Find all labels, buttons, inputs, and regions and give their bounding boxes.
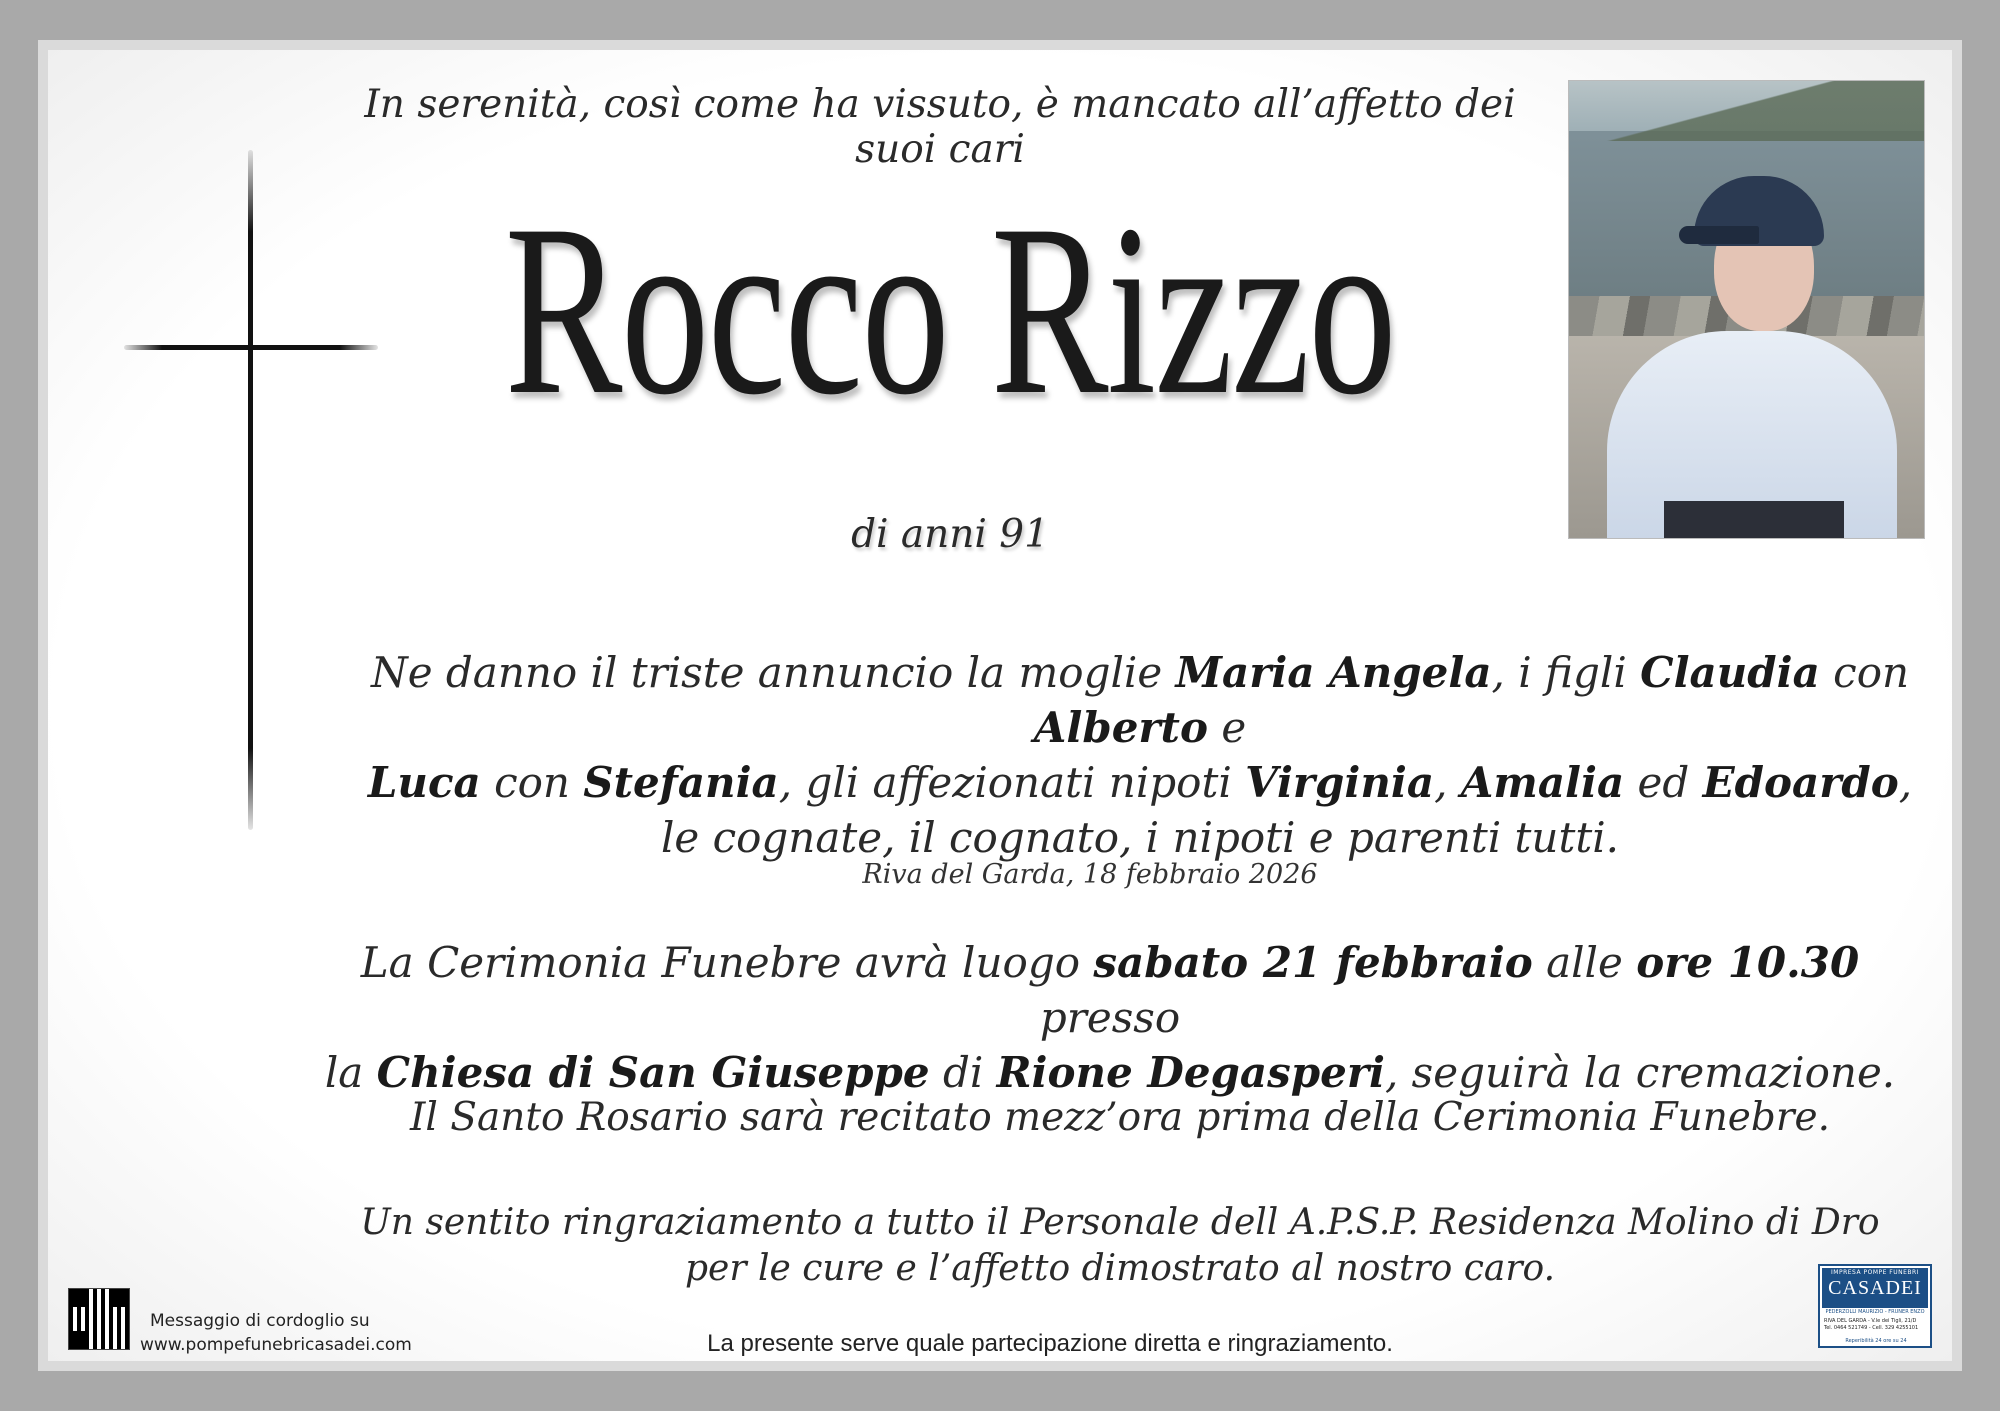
name-highlight: Luca (367, 758, 481, 807)
logo-availability: Reperibilità 24 ore su 24 (1845, 1338, 1907, 1344)
text-run: con (480, 758, 584, 807)
name-highlight: Chiesa di San Giuseppe (376, 1048, 930, 1097)
announcement (320, 645, 1960, 865)
logo-brand: CASADEI (1828, 1277, 1922, 1299)
name-highlight: Edoardo (1702, 758, 1899, 807)
name-highlight: Alberto (1033, 703, 1208, 752)
text-run: La Cerimonia Funebre avrà luogo (360, 938, 1094, 987)
text-run: ed (1624, 758, 1703, 807)
logo-address (1824, 1318, 1928, 1332)
deceased-photo (1568, 80, 1925, 539)
age-text: di anni 91 (851, 512, 1049, 557)
text-run: , (1898, 758, 1913, 807)
qr-code-icon[interactable] (68, 1288, 130, 1350)
text-run: , i figli (1491, 648, 1641, 697)
logo-owners: PEDERZOLLI MAURIZIO - FRUNER ENZO (1825, 1309, 1925, 1315)
intro-text: In serenità, così come ha vissuto, è mancato all’affetto dei suoi cari (364, 82, 1516, 172)
text-run: e (1207, 703, 1247, 752)
ceremony-line-2 (290, 1045, 1930, 1100)
text-run: , gli affezionati nipoti (778, 758, 1246, 807)
text-run: con (1819, 648, 1910, 697)
condolence-link-label: Messaggio di cordoglio su (150, 1311, 370, 1331)
thanks-line-2: per le cure e l’affetto dimostrato al nostro caro. (684, 1248, 1556, 1289)
logo-address-line-2: Tel. 0464 521749 - Cell. 329 4255101 (1824, 1325, 1919, 1331)
text-run: Ne danno il triste annuncio la moglie (370, 648, 1176, 697)
condolence-link-url[interactable]: www.pompefunebricasadei.com (140, 1335, 412, 1355)
logo-tagline: IMPRESA POMPE FUNEBRI (1831, 1269, 1919, 1276)
rosary-note: Il Santo Rosario sarà recitato mezz’ora prima della Cerimonia Funebre. (410, 1095, 1830, 1140)
text-run: la (324, 1048, 377, 1097)
text-run: , (1434, 758, 1461, 807)
name-highlight: ore 10.30 (1636, 938, 1860, 987)
name-highlight: Rione Degasperi (996, 1048, 1385, 1097)
name-highlight: Claudia (1640, 648, 1820, 697)
place-date: Riva del Garda, 18 febbraio 2026 (862, 859, 1318, 890)
name-highlight: Maria Angela (1175, 648, 1492, 697)
text-run: alle (1532, 938, 1637, 987)
closing-note: La presente serve quale partecipazione diretta e ringraziamento. (707, 1330, 1393, 1357)
thanks-line-1: Un sentito ringraziamento a tutto il Personale dell A.P.S.P. Residenza Molino di Dro (360, 1202, 1880, 1243)
name-highlight: Amalia (1460, 758, 1625, 807)
funeral-home-logo (1818, 1264, 1932, 1348)
logo-address-line-1: RIVA DEL GARDA - V.le dei Tigli, 21/D (1824, 1318, 1917, 1324)
deceased-name: Rocco Rizzo (504, 174, 1396, 445)
name-highlight: sabato 21 febbraio (1093, 938, 1533, 987)
text-run: , seguirà la cremazione. (1384, 1048, 1896, 1097)
cross-icon (248, 150, 253, 830)
name-highlight: Stefania (583, 758, 779, 807)
announcement-line-1 (320, 645, 1960, 755)
text-run: presso (1039, 993, 1181, 1042)
thanks-note (300, 1200, 1940, 1292)
text-run: di (929, 1048, 997, 1097)
announcement-line-3: le cognate, il cognato, i nipoti e parenti tutti. (660, 813, 1620, 862)
condolence-link[interactable] (140, 1309, 460, 1357)
announcement-line-2 (320, 755, 1960, 810)
ceremony-info (290, 935, 1930, 1100)
cross-icon-bar (124, 345, 378, 350)
ceremony-line-1 (290, 935, 1930, 1045)
name-highlight: Virginia (1245, 758, 1435, 807)
